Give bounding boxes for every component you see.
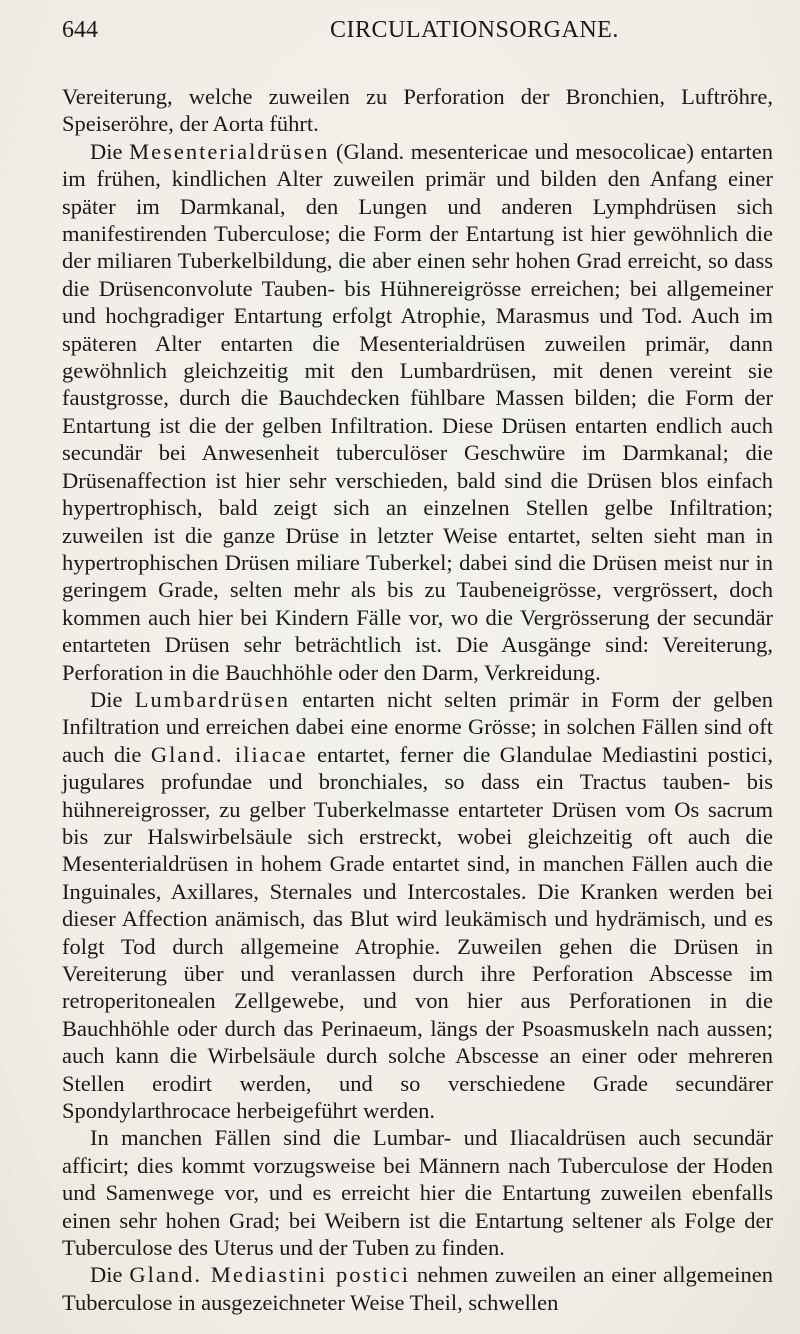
paragraph-text: In manchen Fällen sind die Lumbar- und Iliacaldrüsen auch secundär afficirt; dies kommt vorzugsweise bei Männern nach Tuberculose der Hoden und Samenwege vor, und es erreicht hier die Entartung zuweilen ebenfalls einen sehr hohen Grad; bei Weibern ist die Entartung seltener als Folge der Tuberculose des Uterus und der Tuben zu finden. xyxy=(62,1125,773,1261)
paragraph-text: Die xyxy=(90,1262,130,1288)
paragraph xyxy=(62,83,773,138)
paragraph-text: (Gland. mesentericae und mesocolicae) entarten im frühen, kindlichen Alter zuweilen primär und bilden den Anfang einer später im Darmkanal, den Lungen und anderen Lymphdrüsen sich manifestirenden Tuberculose; die Form der Entartung ist hier gewöhnlich die der miliaren Tuberkelbildung, die aber einen sehr hohen Grad erreicht, so dass die Drüsenconvolute Tauben- bis Hühnereigrösse erreichen; bei allgemeiner und hochgradiger Entartung erfolgt Atrophie, Marasmus und Tod. Auch im späteren Alter entarten die Mesenterialdrüsen zuweilen primär, dann gewöhnlich gleichzeitig mit den Lumbardrüsen, mit denen vereint sie faustgrosse, durch die Bauchdecken fühlbare Massen bilden; die Form der Entartung ist die der gelben Infiltration. Diese Drüsen entarten endlich auch secundär bei Anwesenheit tuberculöser Geschwüre im Darmkanal; die Drüsenaffection ist hier sehr verschieden, bald sind die Drüsen blos einfach hypertrophisch, bald zeigt sich an einzelnen Stellen gelbe Infiltration; zuweilen ist die ganze Drüse in letzter Weise entartet, selten sieht man in hypertrophischen Drüsen miliare Tuberkel; dabei sind die Drüsen meist nur in geringem Grade, selten mehr als bis zu Taubeneigrösse, vergrössert, doch kommen auch hier bei Kindern Fälle vor, wo die Vergrösserung der secundär entarteten Drüsen sehr beträchtlich ist. Die Ausgänge sind: Vereiterung, Perforation in die Bauchhöhle oder den Darm, Verkreidung. xyxy=(62,138,773,685)
paragraph-text: entartet, ferner die Glandulae Mediastini postici, jugulares profundae und bronchiales, so dass ein Tractus tauben- bis hühnereigrosser, zu gelber Tuberkelmasse entarteter Drüsen vom Os sacrum bis zur Halswirbelsäule sich erstreckt, wobei gleichzeitig oft auch die Mesenterialdrüsen in hohem Grade entartet sind, in manchen Fällen auch die Inguinales, Axillares, Sternales und Intercostales. Die Kranken werden bei dieser Affection anämisch, das Blut wird leukämisch und hydrämisch, und es folgt Tod durch allgemeine Atrophie. Zuweilen gehen die Drüsen in Vereiterung über und veranlassen durch ihre Perforation Abscesse im retroperitonealen Zellgewebe, und von hier aus Perforationen in die Bauchhöhle oder durch das Perinaeum, längs der Psoasmuskeln nach aussen; auch kann die Wirbelsäule durch solche Abscesse an einer oder mehreren Stellen erodirt werden, und so verschiedene Grade secundärer Spondylarthrocace herbeigeführt werden. xyxy=(62,741,774,1124)
spaced-term: Mesenterialdrüsen xyxy=(129,138,330,164)
spaced-term: Gland. iliacae xyxy=(150,741,308,767)
paragraph-text: entarten nicht selten primär in Form der gelben Infiltration und erreichen dabei eine enorme Grösse; in solchen Fällen sind oft auch die xyxy=(62,686,773,767)
page-header xyxy=(62,17,734,51)
body-text xyxy=(62,83,773,1316)
spaced-term: Lumbardrüsen xyxy=(134,686,290,712)
paragraph-text: Die xyxy=(90,138,130,164)
spaced-term: Gland. Mediastini postici xyxy=(129,1262,410,1288)
paragraph-text: Die xyxy=(90,686,135,712)
paragraph-text: Vereiterung, welche zuweilen zu Perforation der Bronchien, Luftröhre, Speiseröhre, der Aorta führt. xyxy=(62,84,773,137)
running-title: CIRCULATIONSORGANE. xyxy=(330,17,619,43)
page-number: 644 xyxy=(62,17,98,43)
paragraph-text: nehmen zuweilen an einer allgemeinen Tuberculose in ausgezeichneter Weise Theil, schwellen xyxy=(62,1262,773,1315)
paragraph xyxy=(62,686,773,1125)
paragraph xyxy=(62,1124,773,1261)
paragraph xyxy=(62,1261,773,1316)
paragraph xyxy=(62,138,773,686)
